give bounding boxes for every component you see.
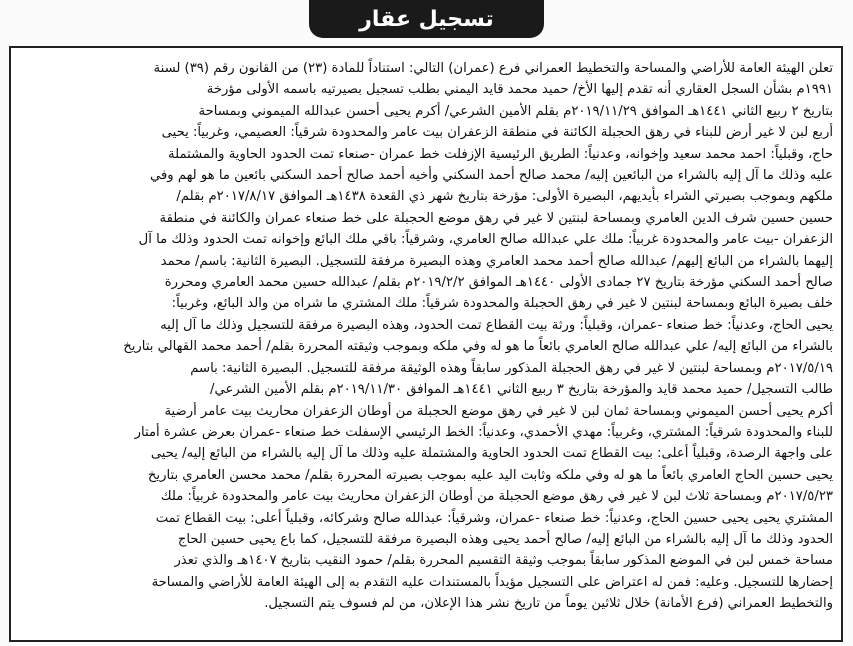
notice-line: الزعفران -بيت عامر والمحدودة غربياً: ملك علي عبدالله صالح العامري، وشرقياً: باقي ملك البائع وإخوانه تمت الحدود وذلك ما آل xyxy=(138,232,833,248)
notice-line: ٢٠١٧/٥/١٩م وبمساحة لبنتين لا غير في رهق الحجبلة المذكور سابقاً وهذه الوثيقة مرفقة للتسجيل. البصيرة الثانية: باسم xyxy=(190,360,833,376)
notice-title-banner xyxy=(309,0,544,38)
notice-line: تعلن الهيئة العامة للأراضي والمساحة والتخطيط العمراني فرع (عمران) التالي: استناداً للمادة (٢٣) من القانون رقم (٣٩) لسنة xyxy=(153,61,833,76)
notice-line: المشتري يحيى يحيى حسين الحاج، وعدنياً: خط صنعاء -عمران، وشرقياً: عبدالله صالح وشركائه، وقبلياً أعلى: بيت القطاع تمت xyxy=(155,510,833,526)
notice-line: الحدود وذلك ما آل إليه بالشراء من البائع إليه/ صالح أحمد يحيى وهذه البصيرة مرفقة للتسجيل، كما باع يحيى حسين الحاج xyxy=(177,531,833,547)
notice-line: بالشراء من البائع إليه/ علي عبدالله صالح العامري بائعاً ما هو له وفي ملكه وبموجب وثيقته المحررة بقلم/ أحمد محمد القهالي بتاريخ xyxy=(123,339,833,355)
notice-body xyxy=(20,58,833,636)
notice-line: ١٩٩١م بشأن السجل العقاري أنه تقدم إليها الأخ/ حميد محمد قايد اليمني بطلب تسجيل بصيرتيه باسمه الأولى مؤرخة xyxy=(206,82,833,98)
notice-line: طالب التسجيل/ حميد محمد قايد والمؤرخة بتاريخ ٣ ربيع الثاني ١٤٤١هـ الموافق ٢٠١٩/١١/٣٠م بقلم الأمين الشرعي/ xyxy=(210,382,833,398)
notice-line: على واجهة الرصدة، وقبلياً أعلى: بيت القطاع تمت الحدود الحاوية والمشتملة عليه وذلك ما آل إليه بالشراء من البائع إليه/ يحيى xyxy=(150,446,833,462)
notice-line: مساحة خمس لبن في الموضع المذكور سابقاً بموجب وثيقة التقسيم المحررة بقلم/ حمود النقيب بتاريخ ١٤٠٧هـ والذي تعذر xyxy=(174,553,833,569)
notice-line: أكرم يحيى أحسن الميموني وبمساحة ثمان لبن لا غير في رهق موضع الحجبلة من أوطان الزعفران محاريث بيت عامر أرضية xyxy=(164,403,833,419)
notice-line: يحيى حسين الحاج العامري بائعاً ما هو له وفي ملكه وثابت اليد عليه بموجب بصيرته المحررة بقلم/ محمد محسن العامري بتاريخ xyxy=(147,467,833,483)
notice-line: بتاريخ ٢ ربيع الثاني ١٤٤١هـ الموافق ٢٠١٩/١١/٢٩م بقلم الأمين الشرعي/ أكرم يحيى أحسن عبدالله الميموني وبمساحة xyxy=(198,103,833,119)
notice-line: ٢٠١٧/٥/٢٣م وبمساحة ثلاث لبن لا غير في رهق موضع الحجبلة من أوطان الزعفران محاريث بيت عامر والمحدودة غربياً: ملك xyxy=(160,489,833,505)
notice-line: والتخطيط العمراني (فرع الأمانة) خلال ثلاثين يوماً من تاريخ نشر هذا الإعلان، من لم فسوف يتم التسجيل. xyxy=(264,596,833,612)
notice-line: حاج، وقبلياً: احمد محمد سعيد وإخوانه، وعدنياً: الطريق الرئيسية الإزفلت خط عمران -صنعاء تمت الحدود الحاوية والمشتملة xyxy=(168,146,833,162)
notice-line: أربع لبن لا غير أرض للبناء في رهق الحجبلة الكائنة في منطقة الزعفران بيت عامر والمحدودة شرقياً: العصيمي، وغربياً: يحيى xyxy=(161,125,833,141)
notice-line: صالح أحمد السكني مؤرخة بتاريخ ٢٧ جمادى الأولى ١٤٤٠هـ الموافق ٢٠١٩/٢/٢م بقلم/ عبدالله حسين محمد العامري ومحررة xyxy=(164,275,833,291)
notice-line: حسين حسين شرف الدين العامري وبمساحة لبنتين لا غير في رهق موضع الحجبلة على خط صنعاء عمران والكائنة في منطقة xyxy=(159,210,833,226)
notice-line: ملكهم وبموجب بصيرتي الشراء بأيديهم، البصيرة الأولى: مؤرخة بتاريخ شهر ذي القعدة ١٤٣٨هـ الموافق ٢٠١٧/٨/١٧م بقلم/ xyxy=(176,189,833,205)
notice-line: للبناء والمحدودة شرقياً: المشتري، وغربياً: مهدي الأحمدي، وعدنياً: الخط الرئيسي الإسفلت خط صنعاء -عمران بعرض عشرة أمتار xyxy=(134,424,833,440)
notice-line: إليهما بالشراء من البائع إليهم/ عبدالله صالح أحمد محمد العامري وهذه البصيرة مرفقة للتسجيل. البصيرة الثانية: باسم/ محمد xyxy=(160,253,833,269)
notice-line: إحضارها للتسجيل. وعليه: فمن له اعتراض على التسجيل مؤيداً بالمستندات عليه التقدم به إلى الهيئة العامة للأراضي والمساحة xyxy=(151,574,833,590)
notice-line: عليه وذلك ما آل إليه بالشراء من البائعين إليه/ محمد صالح أحمد السكني وأخيه أحمد صالح أحمد السكني بائعين ما هو لهم وفي xyxy=(149,168,833,184)
notice-line: يحيى الحاج، وعدنياً: خط صنعاء -عمران، وقبلياً: ورثة بيت القطاع تمت الحدود، وهذه البصيرة مرفقة للتسجيل وذلك ما آل إليه xyxy=(160,317,833,333)
notice-title: تسجيل عقار xyxy=(359,6,494,32)
notice-line: خلف بصيرة البائع وبمساحة لبنتين لا غير في رهق الحجبلة والمحدودة شرقياً: ملك المشتري ما شراه من والد البائع، وغربياً: xyxy=(171,296,833,312)
